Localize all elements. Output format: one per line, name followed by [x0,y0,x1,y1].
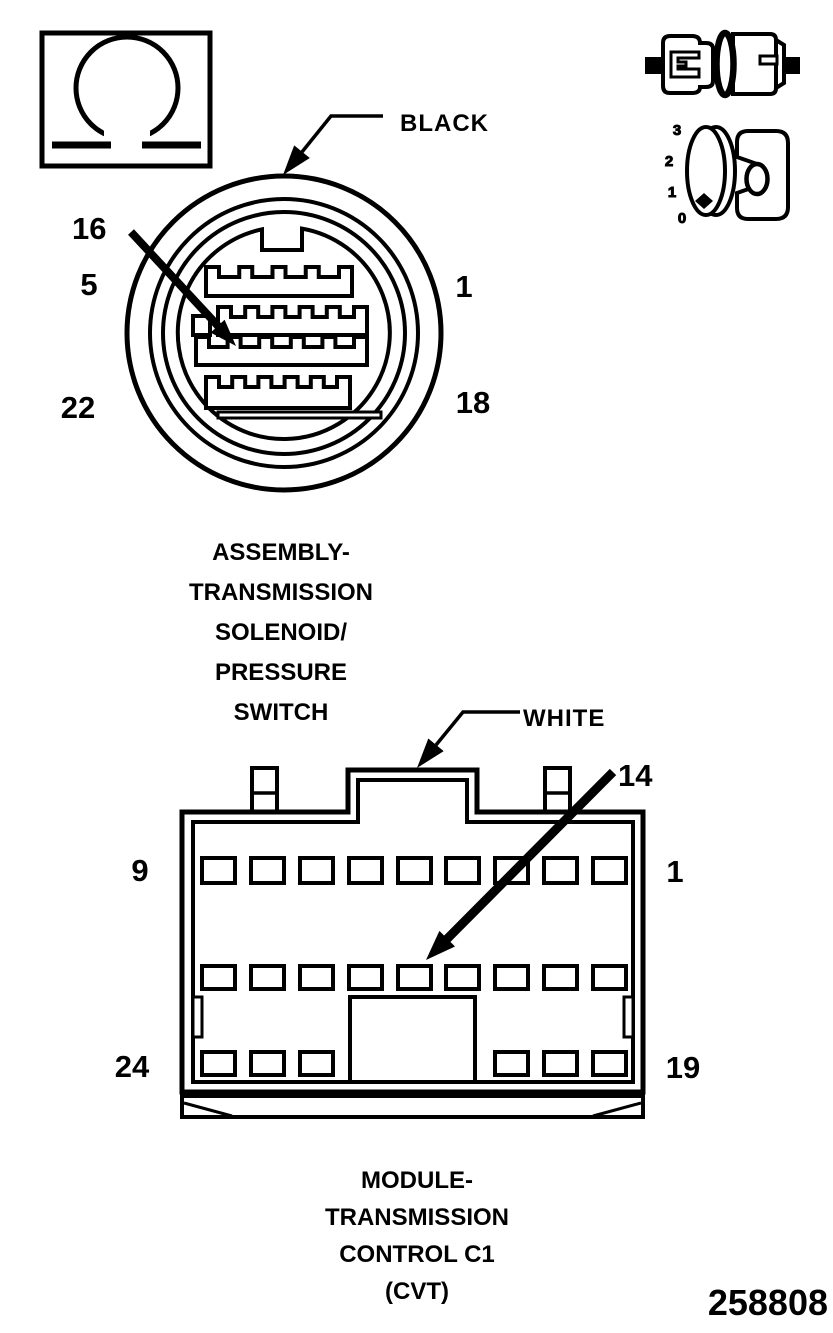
pin-cavity [544,858,577,883]
pin-label-5: 5 [80,267,98,302]
top-tab-left [252,768,277,812]
pin-row-middle [202,966,626,989]
terminal-row-3 [196,337,367,365]
pin-cavity [349,966,382,989]
pin-cavity [495,966,528,989]
figure-number: 258808 [707,1282,828,1323]
white-connector-caption [325,1167,509,1305]
lock-position-3: 3 [672,122,682,139]
callout-pin-14: 14 [618,758,653,793]
pin-label-1-white: 1 [666,854,684,889]
pin-label-18: 18 [455,385,491,420]
black-connector-view [127,176,441,490]
white-color-leader [417,712,520,768]
terminal-row-4 [206,377,350,408]
pin-cavity [593,1052,626,1075]
pin-cavity [593,966,626,989]
terminal-row-2 [218,307,367,335]
lock-position-1: 1 [667,184,677,201]
pin-cavity [202,1052,235,1075]
harness-connectors-icon [645,33,800,95]
caption-line: SOLENOID/ [214,619,348,646]
caption-line: SWITCH [233,699,329,726]
wire-stub-right [784,57,800,74]
white-connector-view [182,768,643,1117]
wire-stub-left [645,57,663,74]
lock-position-0: 0 [677,210,687,227]
bottom-skirt [182,1096,643,1117]
pin-cavity [251,1052,284,1075]
terminal-row-1 [206,267,352,296]
pin-label-9: 9 [131,853,149,888]
pin-row-top [202,858,626,883]
caption-line: (CVT) [385,1278,449,1305]
pin-cavity [202,966,235,989]
caption-line: MODULE- [361,1167,473,1194]
pin-cavity [251,966,284,989]
pin-cavity [300,1052,333,1075]
pin-cavity [398,966,431,989]
center-key-block [350,997,475,1082]
caption-line: PRESSURE [214,659,348,686]
pin-cavity [349,858,382,883]
pin-cavity [544,966,577,989]
caption-line: TRANSMISSION [188,579,374,606]
pin-cavity [544,1052,577,1075]
pin-label-24: 24 [114,1049,150,1084]
caption-line: CONTROL C1 [339,1241,495,1268]
pin-cavity [446,966,479,989]
pin-cavity [398,858,431,883]
black-color-leader [283,116,383,175]
black-color-label: BLACK [400,110,489,137]
top-tab-right [545,768,570,812]
callout-pin-16: 16 [72,211,107,246]
connector-symbol-icon [42,33,210,166]
white-color-label: WHITE [523,705,606,732]
pin-cavity [446,858,479,883]
pin-cavity [202,858,235,883]
lock-position-2: 2 [664,153,674,170]
pin-label-19: 19 [665,1050,701,1085]
pin-cavity [251,858,284,883]
caption-line: TRANSMISSION [324,1204,510,1231]
caption-line: ASSEMBLY- [212,539,350,566]
pin-cavity [593,858,626,883]
pin-cavity [495,1052,528,1075]
pin-cavity [300,966,333,989]
black-connector-caption [189,539,373,726]
pin-label-22: 22 [60,390,96,425]
connector-lock-icon [665,122,788,227]
pin-cavity [300,858,333,883]
pin-label-1-black: 1 [455,269,473,304]
